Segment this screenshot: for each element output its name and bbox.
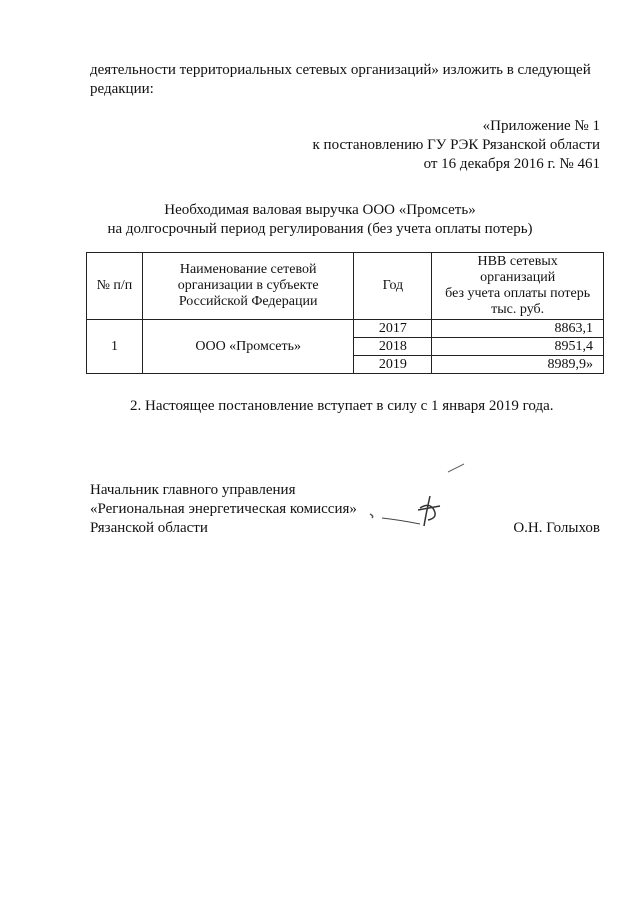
intro-line-1: деятельности территориальных сетевых организаций» изложить в следующей bbox=[90, 62, 591, 78]
cell-value: 8863,1 bbox=[432, 320, 604, 338]
annex-line-1: «Приложение № 1 bbox=[482, 118, 600, 134]
annex-line-3: от 16 декабря 2016 г. № 461 bbox=[423, 156, 600, 172]
signer-name: О.Н. Голыхов bbox=[513, 520, 600, 536]
header-num: № п/п bbox=[87, 253, 143, 320]
header-org-name-line-2: организации в субъекте bbox=[177, 278, 319, 293]
cell-org: ООО «Промсеть» bbox=[142, 320, 354, 374]
intro-line-2: редакции: bbox=[90, 81, 154, 97]
header-year: Год bbox=[354, 253, 432, 320]
header-nvv-line-2: организаций bbox=[480, 270, 556, 285]
cell-num: 1 bbox=[87, 320, 143, 374]
header-nvv-line-4: тыс. руб. bbox=[491, 302, 545, 317]
cell-year: 2018 bbox=[354, 338, 432, 356]
header-org-name-line-3: Российской Федерации bbox=[178, 294, 318, 309]
handwritten-signature bbox=[360, 458, 480, 533]
annex-reference bbox=[313, 117, 600, 174]
header-nvv bbox=[432, 253, 604, 320]
clause-2: 2. Настоящее постановление вступает в силу с 1 января 2019 года. bbox=[130, 398, 554, 414]
cell-value: 8989,9» bbox=[432, 356, 604, 374]
nvv-table bbox=[86, 252, 604, 374]
table-title bbox=[0, 201, 640, 239]
header-org-name-line-1: Наименование сетевой bbox=[179, 262, 317, 277]
cell-year: 2017 bbox=[354, 320, 432, 338]
annex-line-2: к постановлению ГУ РЭК Рязанской области bbox=[312, 137, 600, 153]
cell-value: 8951,4 bbox=[432, 338, 604, 356]
cell-year: 2019 bbox=[354, 356, 432, 374]
table-title-line-1: Необходимая валовая выручка ООО «Промсеть» bbox=[164, 202, 476, 218]
signature-title-line-2: «Региональная энергетическая комиссия» bbox=[90, 501, 357, 517]
signature-title-line-3: Рязанской области bbox=[90, 520, 208, 536]
intro-paragraph bbox=[90, 61, 602, 99]
signature-title-line-1: Начальник главного управления bbox=[90, 482, 296, 498]
table-header-row bbox=[87, 253, 604, 320]
table-row bbox=[87, 320, 604, 338]
signature-block bbox=[90, 481, 357, 538]
header-nvv-line-1: НВВ сетевых bbox=[477, 254, 558, 269]
table-title-line-2: на долгосрочный период регулирования (без учета оплаты потерь) bbox=[107, 221, 533, 237]
header-nvv-line-3: без учета оплаты потерь bbox=[445, 286, 591, 301]
header-org-name bbox=[142, 253, 354, 320]
